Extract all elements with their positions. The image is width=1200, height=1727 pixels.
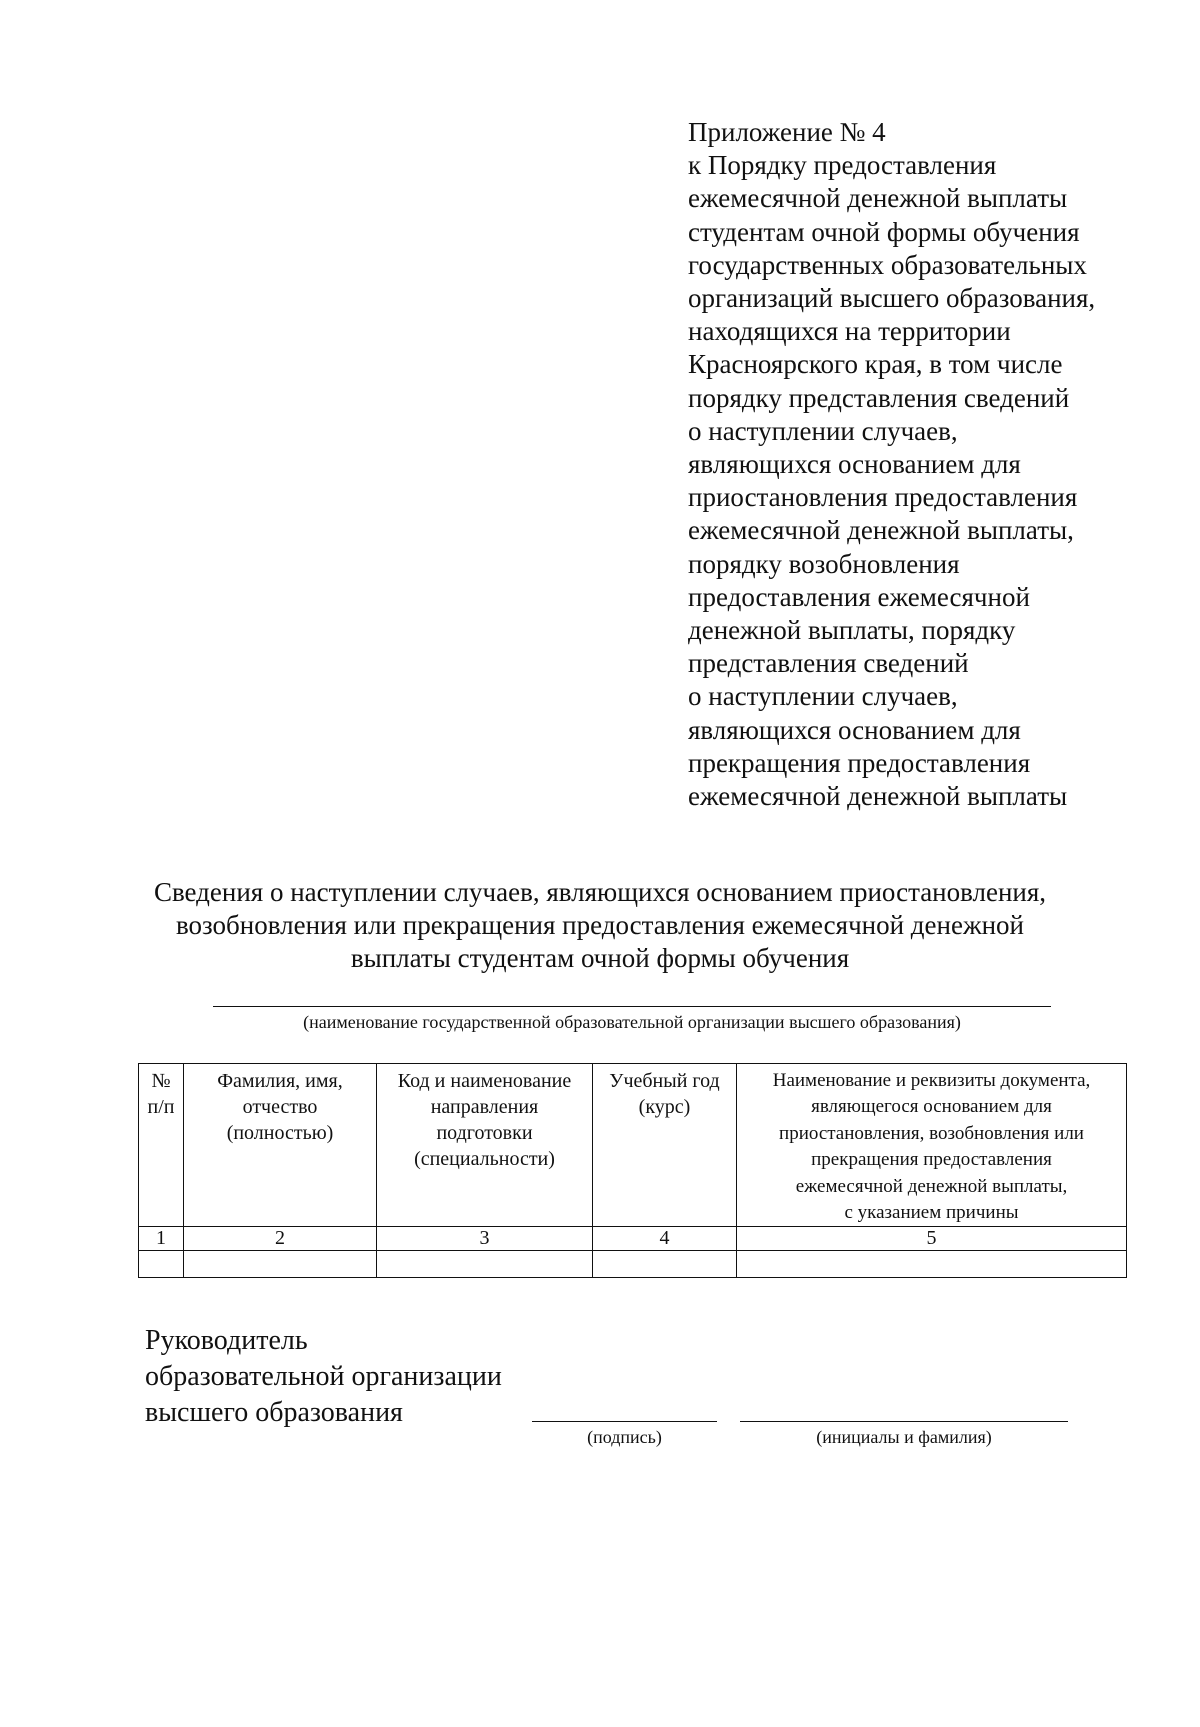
header-cell-document xyxy=(737,1064,1127,1227)
annex-line: являющихся основанием для xyxy=(688,449,1021,480)
column-number-cell: 4 xyxy=(593,1227,737,1251)
annex-line: Приложение № 4 xyxy=(688,117,886,147)
annex-line: прекращения предоставления xyxy=(688,747,1031,778)
table-cell xyxy=(139,1251,184,1278)
table-cell xyxy=(593,1251,737,1278)
annex-line: Красноярского края, в том числе xyxy=(688,349,1063,380)
header-label: № п/п xyxy=(147,1070,175,1118)
annex-line: представления сведений xyxy=(688,648,969,679)
document-title xyxy=(100,876,1100,975)
org-name-line xyxy=(213,1006,1051,1007)
annex-line: о наступлении случаев, xyxy=(688,415,958,446)
annex-line: порядку представления сведений xyxy=(688,382,1070,413)
annex-line: государственных образовательных xyxy=(688,249,1087,280)
signer-line: Руководитель xyxy=(145,1325,308,1356)
annex-line: ежемесячной денежной выплаты xyxy=(688,183,1068,214)
table-cell xyxy=(184,1251,377,1278)
annex-line: к Порядку предоставления xyxy=(688,150,997,181)
annex-line: ежемесячной денежной выплаты xyxy=(688,781,1068,812)
annex-line: порядку возобновления xyxy=(688,548,960,579)
title-line: Сведения о наступлении случаев, являющихся основанием приостановления, xyxy=(153,877,1047,907)
signature-line xyxy=(532,1421,717,1422)
annex-line: ежемесячной денежной выплаты, xyxy=(688,515,1074,546)
table-column-number-row xyxy=(139,1227,1127,1251)
signature-caption: (подпись) xyxy=(587,1427,662,1447)
column-number-cell: 3 xyxy=(377,1227,593,1251)
name-caption: (инициалы и фамилия) xyxy=(816,1427,992,1447)
name-line xyxy=(740,1421,1068,1422)
annex-line: приостановления предоставления xyxy=(688,482,1078,513)
header-label: Код и наименование направления подготовки (специальности) xyxy=(397,1070,572,1170)
header-label: Учебный год (курс) xyxy=(609,1070,720,1118)
table-cell xyxy=(737,1251,1127,1278)
report-table xyxy=(138,1063,1127,1278)
annex-line: являющихся основанием для xyxy=(688,714,1021,745)
annex-line: денежной выплаты, порядку xyxy=(688,615,1016,646)
header-cell-number xyxy=(139,1064,184,1227)
annex-block xyxy=(688,116,1158,813)
annex-line: студентам очной формы обучения xyxy=(688,216,1080,247)
header-label: Фамилия, имя, отчество (полностью) xyxy=(217,1070,343,1144)
title-line: возобновления или прекращения предоставления ежемесячной денежной xyxy=(175,910,1025,940)
annex-line: организаций высшего образования, xyxy=(688,283,1096,314)
signer-block xyxy=(145,1323,502,1431)
header-cell-full-name xyxy=(184,1064,377,1227)
header-label: Наименование и реквизиты документа, являющегося основанием для приостановления, возобновления или прекращения предоставления ежемесячной денежной выплаты, с указанием причины xyxy=(772,1070,1091,1224)
annex-line: о наступлении случаев, xyxy=(688,681,958,712)
title-line: выплаты студентам очной формы обучения xyxy=(350,943,850,973)
column-number-cell: 5 xyxy=(737,1227,1127,1251)
column-number-cell: 1 xyxy=(139,1227,184,1251)
signer-line: образовательной организации xyxy=(145,1361,502,1392)
header-cell-study-year xyxy=(593,1064,737,1227)
table-cell xyxy=(377,1251,593,1278)
annex-line: предоставления ежемесячной xyxy=(688,581,1030,612)
table-header-row xyxy=(139,1064,1127,1227)
annex-line: находящихся на территории xyxy=(688,316,1011,347)
org-name-caption: (наименование государственной образовательной организации высшего образования) xyxy=(303,1012,961,1032)
table-row xyxy=(139,1251,1127,1278)
signer-line: высшего образования xyxy=(145,1397,403,1428)
header-cell-specialty xyxy=(377,1064,593,1227)
column-number-cell: 2 xyxy=(184,1227,377,1251)
